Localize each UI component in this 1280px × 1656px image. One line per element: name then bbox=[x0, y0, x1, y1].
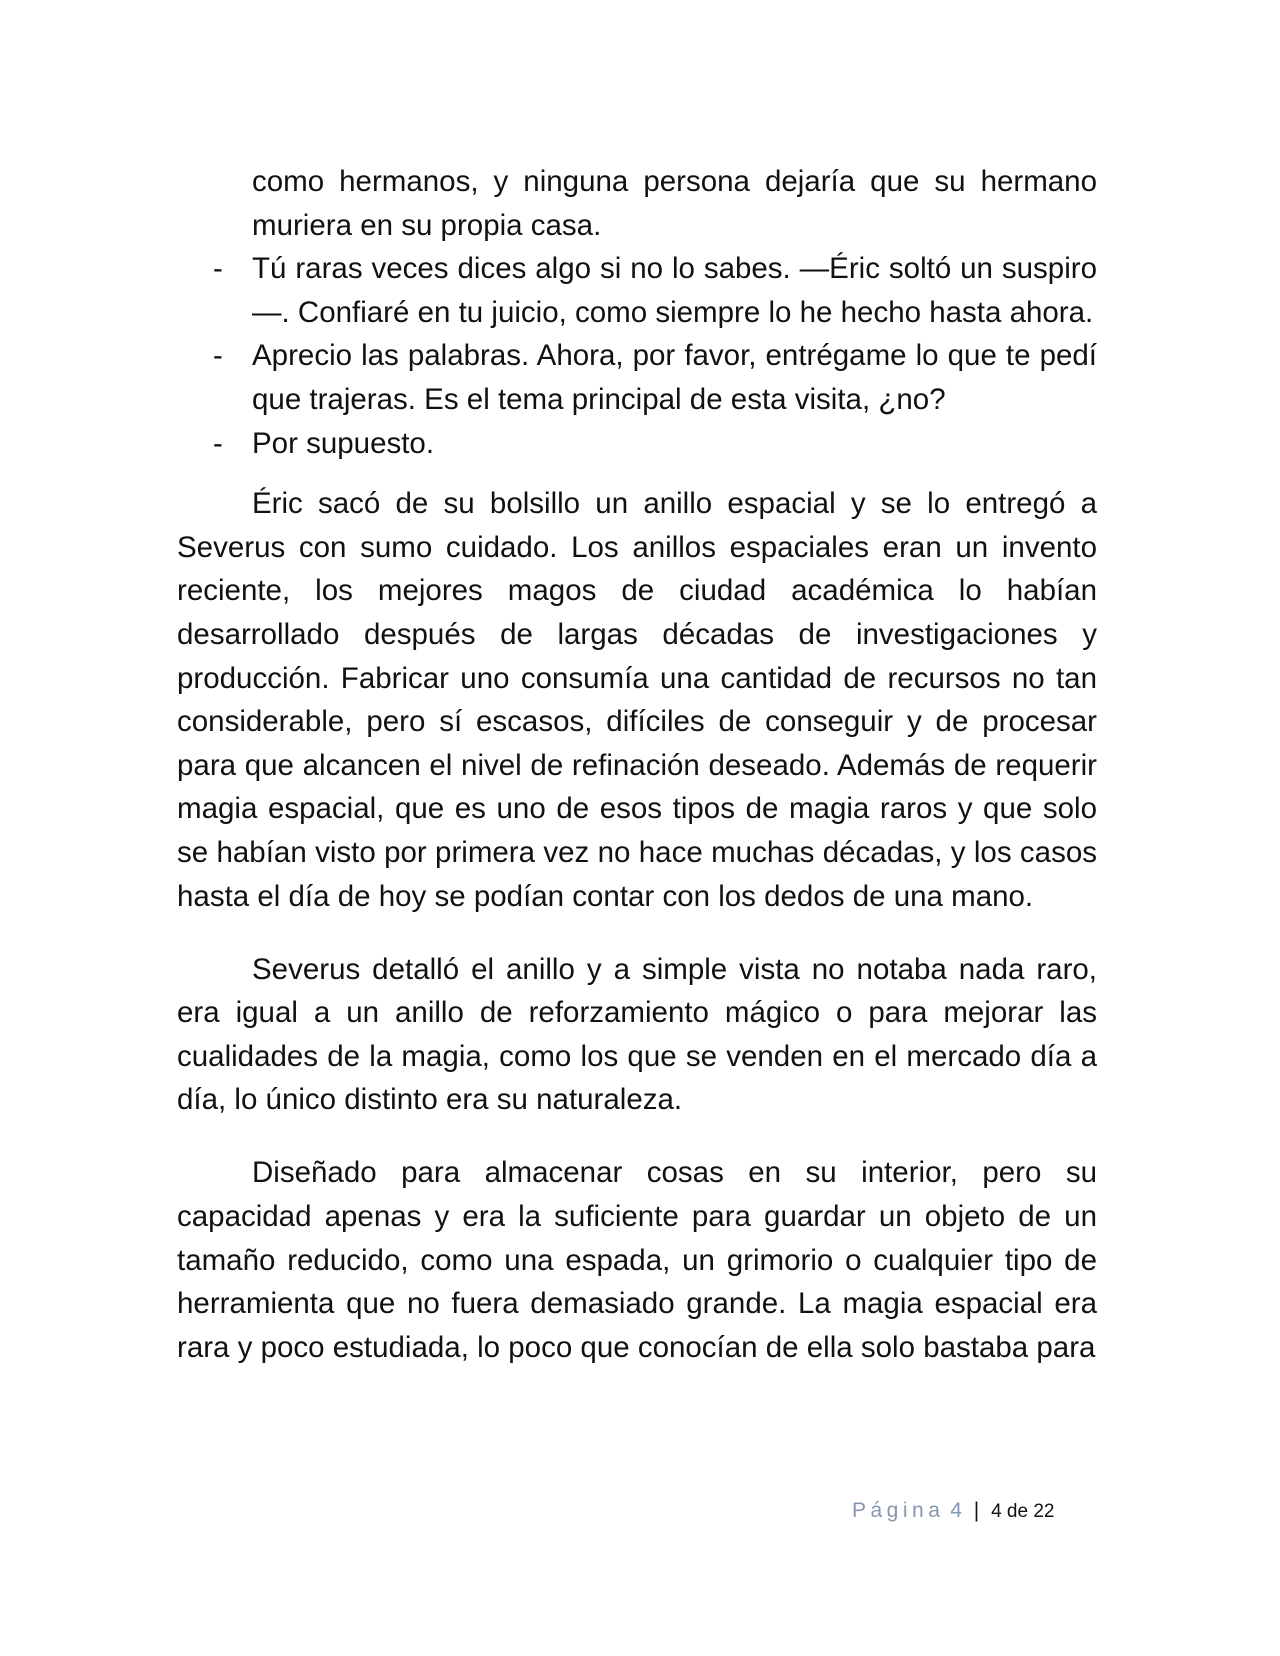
paragraph: Diseñado para almacenar cosas en su interior, pero su capacidad apenas y era la suficiente para guardar un objeto de un tamaño reducido, como una espada, un grimorio o cualquier tipo de herramienta que no fuera demasiado grande. La magia espacial era rara y poco estudiada, lo poco que conocían de ella solo bastaba para bbox=[177, 1156, 1097, 1364]
page-footer bbox=[852, 1497, 1054, 1526]
dialogue-line bbox=[177, 334, 1097, 421]
dialogue-line bbox=[177, 160, 1097, 247]
dialogue-text: Tú raras veces dices algo si no lo sabes. —Éric soltó un suspiro—. Confiaré en tu juicio, como siempre lo he hecho hasta ahora. bbox=[252, 252, 1097, 329]
footer-page-total: 4 de 22 bbox=[991, 1501, 1055, 1522]
dialogue-dash: - bbox=[213, 426, 223, 460]
footer-page-number: 4 bbox=[950, 1499, 962, 1522]
dialogue-text: Por supuesto. bbox=[252, 426, 435, 460]
footer-page-label: Página bbox=[852, 1499, 945, 1522]
dialogue-line bbox=[177, 422, 1097, 466]
dialogue-dash: - bbox=[213, 252, 223, 286]
body-text bbox=[177, 160, 1097, 1399]
dialogue-line bbox=[177, 247, 1097, 334]
footer-separator: | bbox=[973, 1499, 980, 1522]
paragraph: Éric sacó de su bolsillo un anillo espacial y se lo entregó a Severus con sumo cuidado. Los anillos espaciales eran un invento reciente, los mejores magos de ciudad académica lo habían desarrollado después de largas décadas de investigaciones y producción. Fabricar uno consumía una cantidad de recursos no tan considerable, pero sí escasos, difíciles de conseguir y de procesar para que alcancen el nivel de refinación deseado. Además de requerir magia espacial, que es uno de esos tipos de magia raros y que solo se habían visto por primera vez no hace muchas décadas, y los casos hasta el día de hoy se podían contar con los dedos de una mano. bbox=[177, 487, 1097, 913]
dialogue-text: como hermanos, y ninguna persona dejaría que su hermano muriera en su propia casa. bbox=[252, 165, 1097, 242]
dialogue-dash: - bbox=[213, 339, 223, 373]
paragraph: Severus detalló el anillo y a simple vista no notaba nada raro, era igual a un anillo de reforzamiento mágico o para mejorar las cualidades de la magia, como los que se venden en el mercado día a día, lo único distinto era su naturaleza. bbox=[177, 952, 1097, 1117]
dialogue-text: Aprecio las palabras. Ahora, por favor, entrégame lo que te pedí que trajeras. Es el tema principal de esta visita, ¿no? bbox=[252, 339, 1097, 416]
